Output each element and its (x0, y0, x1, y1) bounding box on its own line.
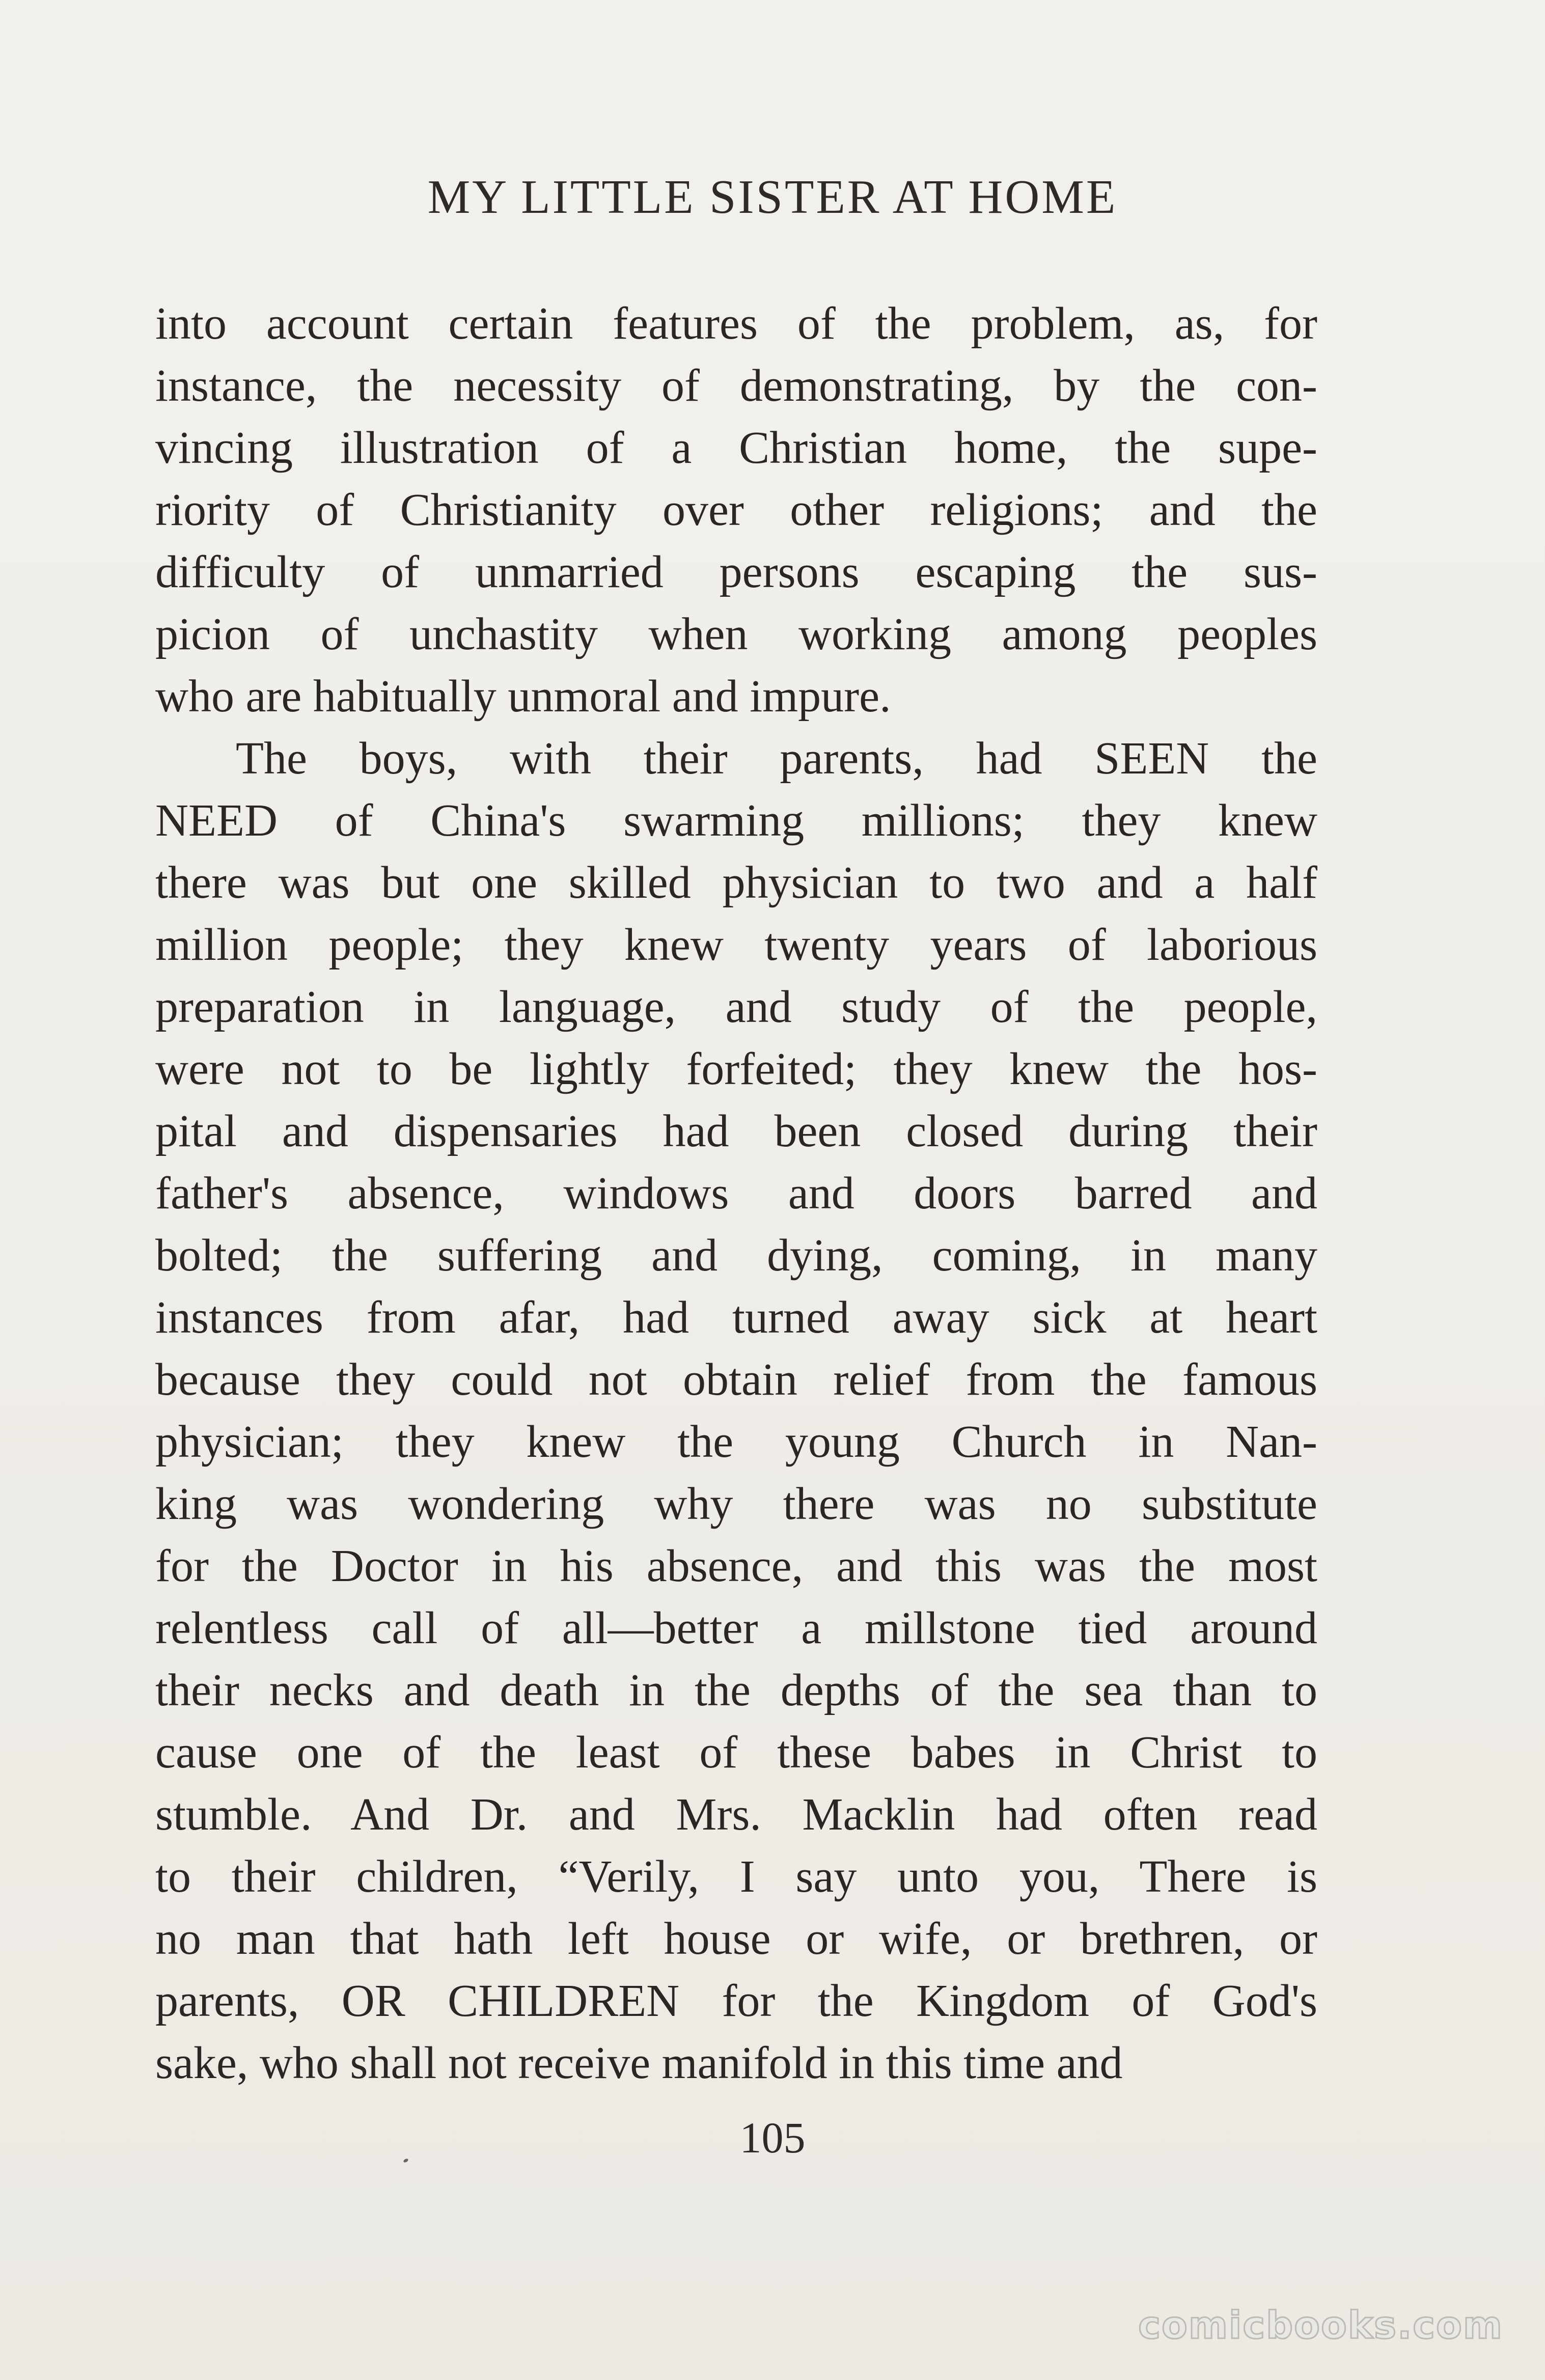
text-line: to their children, “Verily, I say unto you, There is (155, 1851, 1317, 1902)
text-line: no man that hath left house or wife, or brethren, or (155, 1914, 1317, 1964)
text-line: were not to be lightly forfeited; they knew the hos- (155, 1044, 1317, 1094)
text-line: preparation in language, and study of the people, (155, 982, 1317, 1032)
text-line: into account certain features of the problem, as, for (155, 298, 1317, 349)
body-text (155, 293, 1317, 2094)
text-line: instances from afar, had turned away sick at heart (155, 1292, 1317, 1343)
text-line: who are habitually unmoral and impure. (155, 671, 891, 722)
text-line: there was but one skilled physician to two and a half (155, 857, 1317, 908)
text-line: picion of unchastity when working among peoples (155, 609, 1317, 659)
text-line: bolted; the suffering and dying, coming, in many (155, 1230, 1317, 1281)
text-line: because they could not obtain relief from the famous (155, 1354, 1317, 1405)
text-line: physician; they knew the young Church in Nan- (155, 1417, 1317, 1467)
text-line: instance, the necessity of demonstrating, by the con- (155, 361, 1317, 411)
text-line: king was wondering why there was no substitute (155, 1479, 1317, 1529)
paragraph (155, 293, 1317, 728)
text-line: father's absence, windows and doors barred and (155, 1168, 1317, 1219)
text-line: stumble. And Dr. and Mrs. Macklin had often read (155, 1789, 1317, 1840)
text-line: their necks and death in the depths of the sea than to (155, 1665, 1317, 1715)
text-line: pital and dispensaries had been closed during their (155, 1106, 1317, 1156)
watermark: comicbooks.com (1138, 2304, 1503, 2347)
text-line: sake, who shall not receive manifold in this time and (155, 2038, 1123, 2088)
running-head: MY LITTLE SISTER AT HOME (427, 171, 1118, 224)
text-line: for the Doctor in his absence, and this was the most (155, 1541, 1317, 1591)
text-line: relentless call of all—better a millstone tied around (155, 1603, 1317, 1653)
text-line: riority of Christianity over other religions; and the (155, 485, 1317, 535)
text-line: million people; they knew twenty years of laborious (155, 920, 1317, 970)
text-line: cause one of the least of these babes in Christ to (155, 1727, 1317, 1778)
text-line: The boys, with their parents, had SEEN the (236, 733, 1317, 784)
text-line: NEED of China's swarming millions; they knew (155, 795, 1317, 846)
paragraph (155, 728, 1317, 2094)
text-line: difficulty of unmarried persons escaping the sus- (155, 547, 1317, 597)
text-line: parents, OR CHILDREN for the Kingdom of God's (155, 1976, 1317, 2026)
page-number: 105 (739, 2113, 806, 2162)
text-line: vincing illustration of a Christian home, the supe- (155, 423, 1317, 473)
